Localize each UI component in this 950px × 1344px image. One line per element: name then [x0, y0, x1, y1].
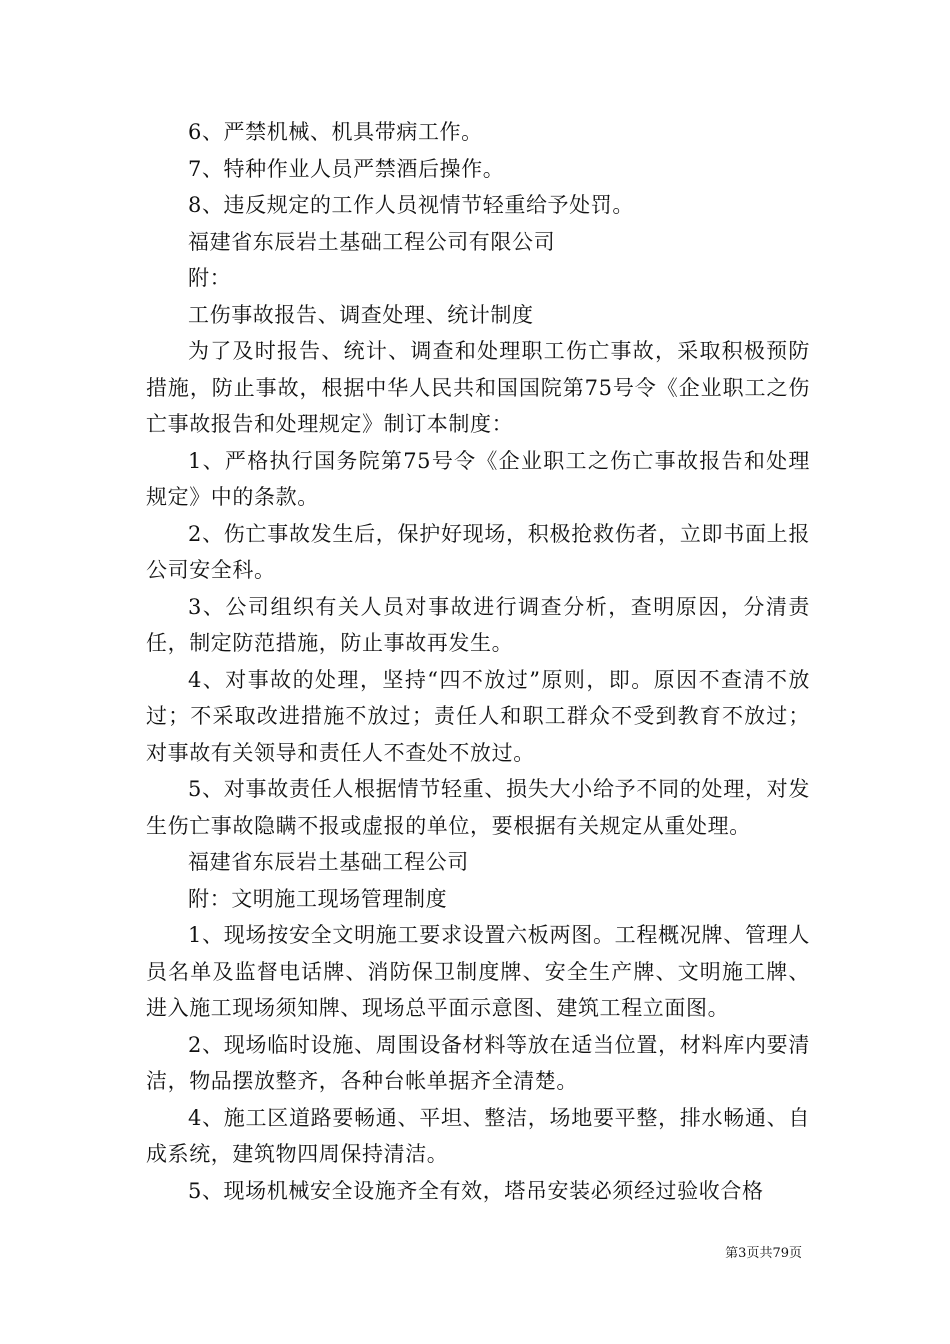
appendix-label: 附： [188, 266, 232, 290]
paragraph-site-rule-4: 4、施工区道路要畅通、平坦、整洁，场地要平整，排水畅通、自成系统，建筑物四周保持清洁。 [146, 1105, 810, 1166]
paragraph-rule-5: 5、对事故责任人根据情节轻重、损失大小给予不同的处理，对发生伤亡事故隐瞒不报或虚报的单位，要根据有关规定从重处理。 [146, 777, 810, 838]
paragraph-rule-2: 2、伤亡事故发生后，保护好现场，积极抢救伤者，立即书面上报公司安全科。 [146, 521, 810, 582]
section-title-site-management: 附：文明施工现场管理制度 [188, 886, 448, 911]
section-title-injury-report: 工伤事故报告、调查处理、统计制度 [188, 302, 534, 327]
paragraph-site-rule-1: 1、现场按安全文明施工要求设置六板两图。工程概况牌、管理人员名单及监督电话牌、消防保卫制度牌、安全生产牌、文明施工牌、进入施工现场须知牌、现场总平面示意图、建筑工程立面图。 [146, 923, 810, 1020]
page-number: 第3页共79页 [725, 1246, 802, 1261]
paragraph-rule-4: 4、对事故的处理，坚持“四不放过”原则，即。原因不查清不放过；不采取改进措施不放过；责任人和职工群众不受到教育不放过；对事故有关领导和责任人不查处不放过。 [146, 667, 810, 765]
paragraph-intro: 为了及时报告、统计、调查和处理职工伤亡事故，采取积极预防措施，防止事故，根据中华人民共和国国院第75号令《企业职工之伤亡事故报告和处理规定》制订本制度： [146, 339, 810, 436]
company-signature: 福建省东辰岩土基础工程公司有限公司 [188, 229, 556, 254]
company-signature-2: 福建省东辰岩土基础工程公司 [188, 850, 469, 874]
paragraph-item-6: 6、严禁机械、机具带病工作。 [188, 120, 483, 144]
paragraph-item-7: 7、特种作业人员严禁酒后操作。 [188, 156, 505, 181]
paragraph-item-8: 8、违反规定的工作人员视情节轻重给予处罚。 [188, 193, 634, 217]
paragraph-rule-3: 3、公司组织有关人员对事故进行调查分析，查明原因，分清责任，制定防范措施，防止事故再发生。 [146, 594, 810, 655]
document-body [146, 114, 810, 1209]
paragraph-site-rule-2: 2、现场临时设施、周围设备材料等放在适当位置，材料库内要清洁，物品摆放整齐，各种台帐单据齐全清楚。 [146, 1032, 810, 1093]
paragraph-site-rule-5: 5、现场机械安全设施齐全有效，塔吊安装必须经过验收合格 [188, 1178, 764, 1203]
paragraph-rule-1: 1、严格执行国务院第75号令《企业职工之伤亡事故报告和处理规定》中的条款。 [146, 448, 810, 509]
